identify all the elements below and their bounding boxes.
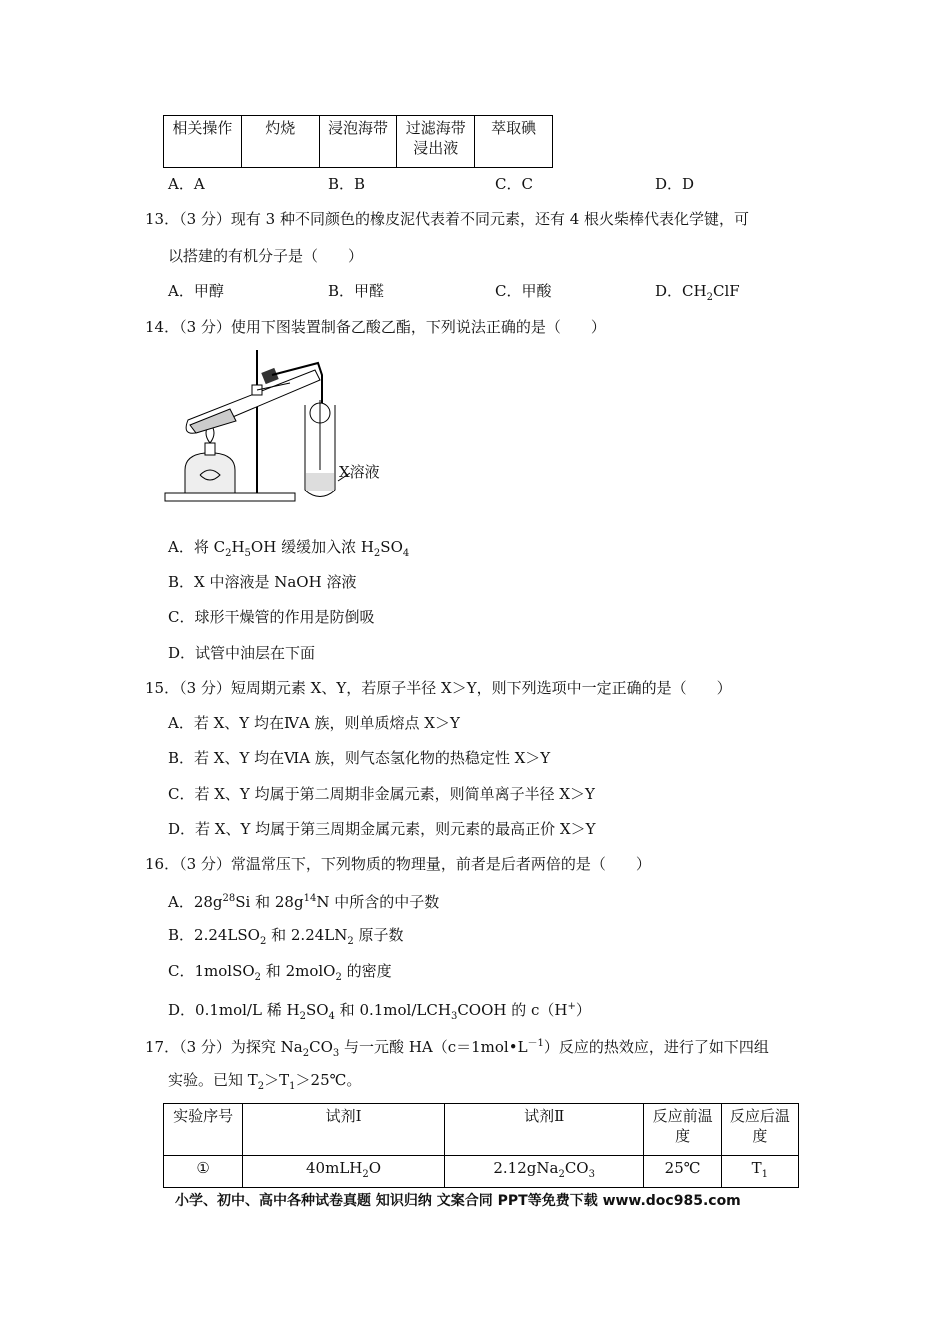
table-cell: 25℃ bbox=[644, 1156, 721, 1188]
table-cell: ① bbox=[164, 1156, 243, 1188]
experiment-table bbox=[163, 1103, 799, 1188]
q16-option-a: A．$28g^{28}Si$ 和 $28g^{14}N$ 中所含的中子数 bbox=[168, 893, 440, 911]
q13-stem: 13．（3 分）现有 3 种不同颜色的橡皮泥代表着不同元素，还有 4 根火柴棒代表化学键，可 bbox=[145, 210, 750, 228]
q17-stem-cont: 实验。已知 $T_2>T_1>25℃$。 bbox=[168, 1071, 362, 1092]
q17-stem: 17．（3 分）为探究 $Na_2CO_3$ 与一元酸 $HA(c=1mol•L^{-1})$反应的热效应，进行了如下四组 bbox=[145, 1038, 769, 1059]
table-cell: 过滤海带 浸出液 bbox=[397, 116, 475, 168]
footer-banner[interactable]: 小学、初中、高中各种试卷真题 知识归纳 文案合同 PPT等免费下载 www.doc985.com bbox=[175, 1193, 741, 1209]
q13-option-b: B．甲醛 bbox=[328, 282, 385, 300]
q12-option-d: D．D bbox=[655, 175, 695, 193]
table-cell: $T_1$ bbox=[721, 1156, 798, 1188]
table-cell: 浸泡海带 bbox=[319, 116, 397, 168]
table-header-cell: 反应后温 度 bbox=[721, 1104, 798, 1156]
q13-option-a: A．甲醇 bbox=[168, 282, 224, 300]
q16-option-b: B．$2.24LSO_2$ 和 $2.24LN_2$ 原子数 bbox=[168, 926, 404, 947]
q15-option-c: C．若 X、Y 均属于第二周期非金属元素，则简单离子半径 X＞Y bbox=[168, 785, 595, 803]
table-cell: 萃取碘 bbox=[475, 116, 553, 168]
table-header-cell: 试剂Ⅱ bbox=[444, 1104, 644, 1156]
table-cell: 灼烧 bbox=[241, 116, 319, 168]
table-header-cell: 反应前温 度 bbox=[644, 1104, 721, 1156]
q16-option-c: C．1molSO$_2$ 和 2molO$_2$ 的密度 bbox=[168, 962, 392, 983]
q14-option-a: A．将 $C_2H_5OH$ 缓缓加入浓 $H_2SO_4$ bbox=[168, 538, 410, 559]
q16-option-d: D．0.1mol/L 稀 $H_2SO_4$ 和 $0.1mol/LCH_3COOH$ 的 c（H+） bbox=[168, 1001, 591, 1022]
table-header-cell: 实验序号 bbox=[164, 1104, 243, 1156]
q12-option-b: B．B bbox=[328, 175, 366, 193]
q13-option-c: C．甲酸 bbox=[495, 282, 552, 300]
q15-option-b: B．若 X、Y 均在ⅥA 族，则气态氢化物的热稳定性 X＞Y bbox=[168, 749, 551, 767]
q14-option-d: D．试管中油层在下面 bbox=[168, 644, 316, 662]
esterification-apparatus bbox=[160, 345, 400, 507]
q16-stem: 16．（3 分）常温常压下，下列物质的物理量，前者是后者两倍的是（ ） bbox=[145, 855, 651, 873]
figure-label-x-solution: X溶液 bbox=[339, 463, 380, 481]
q12-option-a: A．A bbox=[168, 175, 205, 193]
table-header-cell: 相关操作 bbox=[164, 116, 242, 168]
q14-stem: 14．（3 分）使用下图装置制备乙酸乙酯，下列说法正确的是（ ） bbox=[145, 318, 606, 336]
q15-option-a: A．若 X、Y 均在ⅣA 族，则单质熔点 X＞Y bbox=[168, 714, 460, 732]
operation-table bbox=[163, 115, 553, 168]
q15-stem: 15．（3 分）短周期元素 X、Y，若原子半径 X＞Y，则下列选项中一定正确的是（ ） bbox=[145, 679, 732, 697]
q14-option-c: C．球形干燥管的作用是防倒吸 bbox=[168, 608, 375, 626]
table-cell: 40mLH$_2$O bbox=[243, 1156, 445, 1188]
table-cell: $2.12gNa_2CO_3$ bbox=[444, 1156, 644, 1188]
q14-option-b: B．X 中溶液是 NaOH 溶液 bbox=[168, 573, 357, 591]
q12-option-c: C．C bbox=[495, 175, 533, 193]
q13-stem-cont: 以搭建的有机分子是（ ） bbox=[168, 247, 364, 265]
q15-option-d: D．若 X、Y 均属于第三周期金属元素，则元素的最高正价 X＞Y bbox=[168, 820, 596, 838]
table-header-cell: 试剂Ⅰ bbox=[243, 1104, 445, 1156]
q13-option-d: D．$CH_2ClF$ bbox=[655, 282, 740, 303]
